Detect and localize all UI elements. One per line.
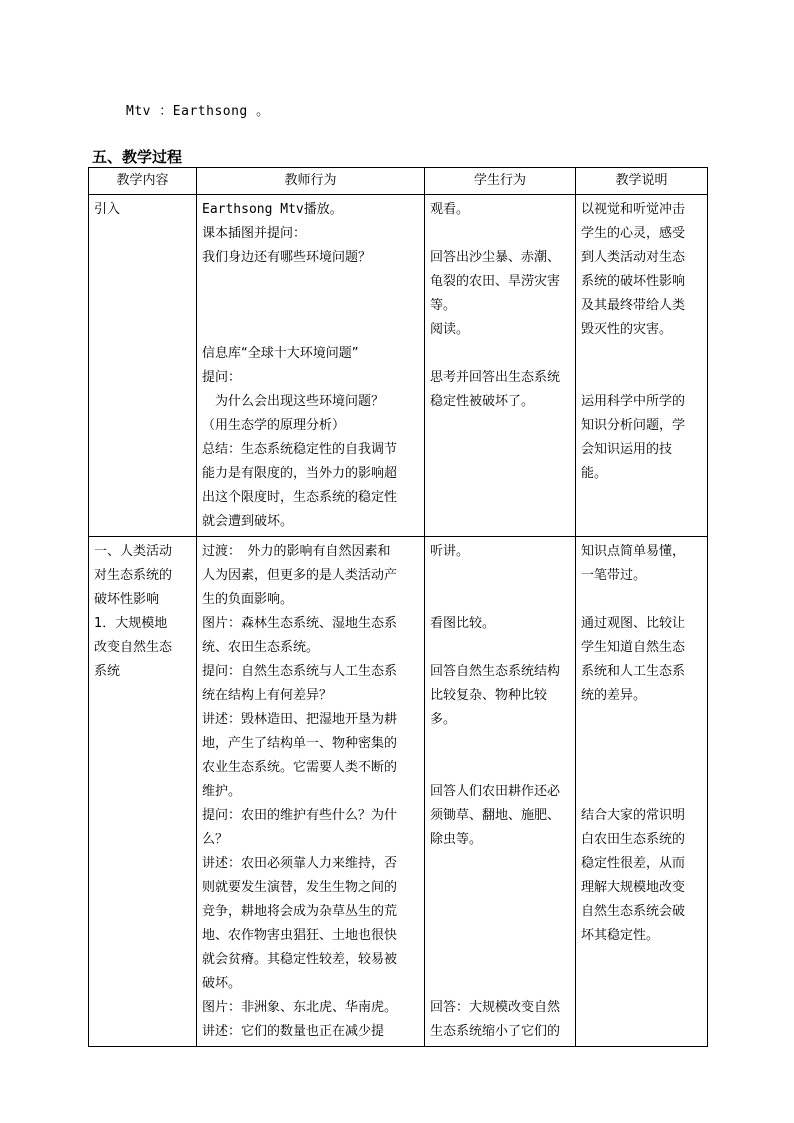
cell-text-line: 回答出沙尘暴、赤潮、 bbox=[430, 250, 561, 265]
cell-text-line: 人为因素，但更多的是人类活动产 bbox=[202, 568, 398, 583]
header-student: 学生行为 bbox=[425, 168, 576, 195]
cell-text-line: 回答人们农田耕作还必 bbox=[430, 784, 561, 799]
cell-text-line: 地，产生了结构单一、物种密集的 bbox=[202, 736, 398, 751]
cell-notes bbox=[576, 195, 708, 537]
blank-line bbox=[430, 876, 572, 900]
cell-text-line: 思考并回答出生态系统 bbox=[430, 370, 561, 385]
cell-text-line: 农业生态系统。它需要人类不断的 bbox=[202, 760, 398, 775]
cell-text-line: 过渡： 外力的影响有自然因素和 bbox=[202, 544, 391, 559]
cell-text-line: 知识点简单易懂， bbox=[581, 544, 686, 559]
blank-line bbox=[581, 732, 704, 756]
cell-text-line: 学生知道自然生态 bbox=[581, 640, 686, 655]
blank-line bbox=[430, 342, 572, 366]
cell-text-line: 总结：生态系统稳定性的自我调节 bbox=[202, 442, 398, 457]
cell-text-line: 及其最终带给人类 bbox=[581, 298, 686, 313]
blank-line bbox=[430, 852, 572, 876]
cell-text-line: 讲述：它们的数量也正在减少提 bbox=[202, 1024, 385, 1039]
cell-text-line: 提问： bbox=[202, 370, 242, 385]
cell-text-line: 为什么会出现这些环境问题？ bbox=[202, 394, 385, 409]
cell-text-line: 生的负面影响。 bbox=[202, 592, 294, 607]
cell-text-line: 到人类活动对生态 bbox=[581, 250, 686, 265]
blank-line bbox=[430, 756, 572, 780]
cell-text-line: 一笔带过。 bbox=[581, 568, 647, 583]
cell-text-line: 地、农作物害虫猖狂、土地也很快 bbox=[202, 928, 398, 943]
cell-text-line: 回答自然生态系统结构 bbox=[430, 664, 561, 679]
cell-text-line: 稳定性被破坏了。 bbox=[430, 394, 535, 409]
cell-text-line: 能。 bbox=[581, 466, 608, 481]
cell-text-line: 阅读。 bbox=[430, 322, 470, 337]
cell-text-line: 除虫等。 bbox=[430, 832, 483, 847]
cell-student bbox=[425, 195, 576, 537]
cell-text-line: 引入 bbox=[94, 202, 121, 217]
cell-text-line: 自然生态系统会破 bbox=[581, 904, 686, 919]
cell-text-line: （用生态学的原理分析） bbox=[202, 418, 346, 433]
blank-line bbox=[430, 924, 572, 948]
blank-line bbox=[581, 342, 704, 366]
cell-student bbox=[425, 537, 576, 1047]
cell-text-line: 系统和人工生态系 bbox=[581, 664, 686, 679]
blank-line bbox=[581, 756, 704, 780]
cell-teacher bbox=[197, 195, 425, 537]
cell-text-line: 图片：非洲象、东北虎、华南虎。 bbox=[202, 1000, 398, 1015]
cell-text-line: 讲述：毁林造田、把湿地开垦为耕 bbox=[202, 712, 398, 727]
blank-line bbox=[430, 972, 572, 996]
blank-line bbox=[581, 780, 704, 804]
teaching-process-table bbox=[88, 167, 708, 1047]
blank-line bbox=[581, 588, 704, 612]
cell-text-line: 就会贫瘠。其稳定性较差，较易被 bbox=[202, 952, 398, 967]
cell-text-line: 结合大家的常识明 bbox=[581, 808, 686, 823]
cell-content bbox=[89, 537, 197, 1047]
blank-line bbox=[430, 588, 572, 612]
header-notes: 教学说明 bbox=[576, 168, 708, 195]
cell-text-line: 对生态系统的 bbox=[94, 568, 173, 583]
blank-line bbox=[430, 900, 572, 924]
cell-text-line: 破坏。 bbox=[202, 976, 242, 991]
blank-line bbox=[581, 708, 704, 732]
blank-line bbox=[581, 366, 704, 390]
cell-text-line: 维护。 bbox=[202, 784, 242, 799]
blank-line bbox=[430, 636, 572, 660]
blank-line bbox=[430, 948, 572, 972]
cell-text-line: 稳定性很差，从而 bbox=[581, 856, 686, 871]
cell-text-line: Earthsong Mtv播放。 bbox=[202, 202, 343, 217]
cell-text-line: 白农田生态系统的 bbox=[581, 832, 686, 847]
cell-text-line: 观看。 bbox=[430, 202, 470, 217]
cell-text-line: 改变自然生态 bbox=[94, 640, 173, 655]
cell-text-line: 信息库“全球十大环境问题” bbox=[202, 346, 359, 361]
cell-text-line: 系统的破坏性影响 bbox=[581, 274, 686, 289]
blank-line bbox=[430, 732, 572, 756]
cell-text-line: 坏其稳定性。 bbox=[581, 928, 660, 943]
cell-text-line: 我们身边还有哪些环境问题？ bbox=[202, 250, 372, 265]
cell-teacher bbox=[197, 537, 425, 1047]
cell-text-line: 龟裂的农田、旱涝灾害 bbox=[430, 274, 561, 289]
cell-text-line: 知识分析问题，学 bbox=[581, 418, 686, 433]
cell-text-line: 竞争，耕地将会成为杂草丛生的荒 bbox=[202, 904, 398, 919]
cell-text-line: 课本插图并提问： bbox=[202, 226, 307, 241]
table-row bbox=[89, 195, 708, 537]
cell-text-line: 看图比较。 bbox=[430, 616, 496, 631]
blank-line bbox=[202, 294, 421, 318]
table-header-row bbox=[89, 168, 708, 195]
cell-notes bbox=[576, 537, 708, 1047]
cell-text-line: 出这个限度时，生态系统的稳定性 bbox=[202, 490, 398, 505]
cell-text-line: 就会遭到破坏。 bbox=[202, 514, 294, 529]
table-row bbox=[89, 537, 708, 1047]
cell-text-line: 通过观图、比较让 bbox=[581, 616, 686, 631]
section-heading: 五、教学过程 bbox=[92, 148, 183, 166]
cell-text-line: 回答：大规模改变自然 bbox=[430, 1000, 561, 1015]
cell-text-line: 一、人类活动 bbox=[94, 544, 173, 559]
header-content: 教学内容 bbox=[89, 168, 197, 195]
cell-text-line: 听讲。 bbox=[430, 544, 470, 559]
cell-text-line: 生态系统缩小了它们的 bbox=[430, 1024, 561, 1039]
cell-text-line: 多。 bbox=[430, 712, 457, 727]
cell-text-line: 等。 bbox=[430, 298, 457, 313]
cell-text-line: 图片：森林生态系统、湿地生态系 bbox=[202, 616, 398, 631]
cell-text-line: 统、农田生态系统。 bbox=[202, 640, 320, 655]
cell-text-line: 统在结构上有何差异？ bbox=[202, 688, 333, 703]
cell-text-line: 理解大规模地改变 bbox=[581, 880, 686, 895]
cell-text-line: 能力是有限度的，当外力的影响超 bbox=[202, 466, 398, 481]
cell-text-line: 讲述：农田必须靠人力来维持，否 bbox=[202, 856, 398, 871]
cell-text-line: 系统 bbox=[94, 664, 121, 679]
intro-line: Mtv ：Earthsong 。 bbox=[126, 104, 270, 119]
cell-text-line: 提问：自然生态系统与人工生态系 bbox=[202, 664, 398, 679]
header-teacher: 教师行为 bbox=[197, 168, 425, 195]
cell-content bbox=[89, 195, 197, 537]
blank-line bbox=[202, 270, 421, 294]
blank-line bbox=[202, 318, 421, 342]
cell-text-line: 学生的心灵，感受 bbox=[581, 226, 686, 241]
cell-text-line: 则就要发生演替，发生生物之间的 bbox=[202, 880, 398, 895]
blank-line bbox=[430, 564, 572, 588]
cell-text-line: 1．大规模地 bbox=[94, 616, 168, 631]
cell-text-line: 提问：农田的维护有些什么？为什 bbox=[202, 808, 398, 823]
cell-text-line: 比较复杂、物种比较 bbox=[430, 688, 548, 703]
cell-text-line: 会知识运用的技 bbox=[581, 442, 673, 457]
cell-text-line: 运用科学中所学的 bbox=[581, 394, 686, 409]
table-body bbox=[89, 195, 708, 1047]
blank-line bbox=[430, 222, 572, 246]
cell-text-line: 统的差异。 bbox=[581, 688, 647, 703]
cell-text-line: 须锄草、翻地、施肥、 bbox=[430, 808, 561, 823]
cell-text-line: 毁灭性的灾害。 bbox=[581, 322, 673, 337]
cell-text-line: 么？ bbox=[202, 832, 229, 847]
cell-text-line: 破坏性影响 bbox=[94, 592, 160, 607]
cell-text-line: 以视觉和听觉冲击 bbox=[581, 202, 686, 217]
